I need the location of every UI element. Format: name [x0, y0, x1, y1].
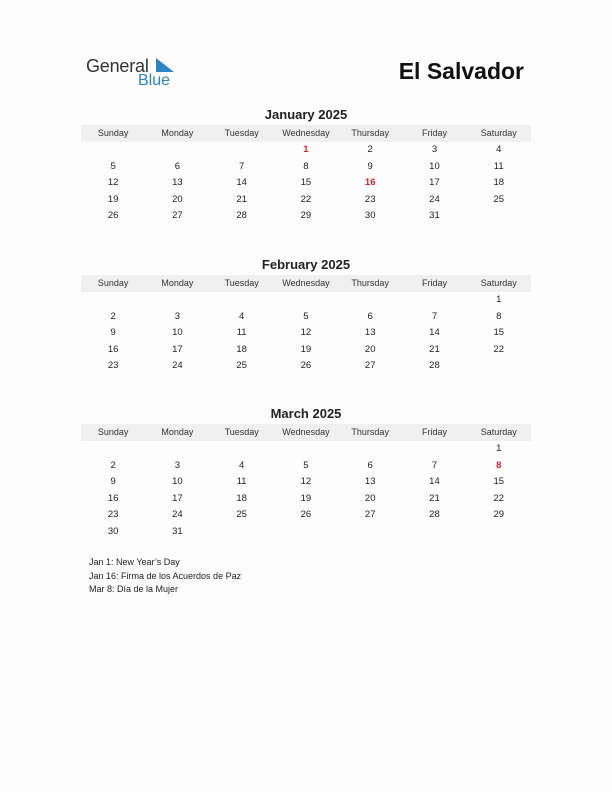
weekday-label: Sunday — [97, 427, 129, 437]
day-cell: 21 — [429, 492, 440, 504]
month-title: March 2025 — [270, 406, 342, 421]
week-row — [81, 208, 531, 225]
day-cell — [338, 292, 402, 309]
day-cell: 7 — [431, 459, 438, 471]
day-cell: 13 — [364, 476, 376, 488]
weekday-label: Thursday — [351, 128, 389, 138]
day-cell: 27 — [364, 509, 376, 521]
week-row — [81, 524, 531, 541]
day-cell: 9 — [110, 327, 116, 339]
day-cell — [402, 292, 466, 309]
week-row — [81, 325, 531, 342]
month-title: January 2025 — [264, 107, 348, 122]
week-row — [81, 458, 531, 475]
day-cell: 23 — [364, 193, 376, 205]
weekday-label: Wednesday — [282, 128, 330, 138]
week-row — [81, 142, 531, 159]
month-title: February 2025 — [261, 257, 351, 272]
logo-blue-text: Blue — [138, 72, 171, 89]
day-cell: 22 — [493, 492, 505, 504]
day-cell: 26 — [300, 360, 312, 372]
day-cell: 22 — [300, 193, 312, 205]
day-cell: 9 — [110, 476, 116, 488]
weekday-label: Tuesday — [224, 427, 259, 437]
day-cell: 21 — [236, 193, 247, 205]
week-row — [81, 491, 531, 508]
day-cell: 6 — [174, 160, 181, 172]
day-cell: 20 — [364, 343, 376, 355]
day-cell — [274, 441, 338, 458]
day-cell: 30 — [364, 210, 376, 222]
day-cell: 17 — [429, 177, 440, 189]
day-cell: 11 — [236, 327, 247, 339]
day-cell — [338, 524, 402, 541]
day-cell: 28 — [429, 509, 440, 521]
day-cell: 6 — [367, 310, 373, 322]
day-cell: 4 — [496, 144, 502, 155]
logo-general-text: General — [86, 56, 149, 76]
day-cell: 23 — [107, 360, 119, 372]
day-cell: 1 — [496, 443, 502, 454]
day-cell — [210, 292, 274, 309]
weekday-label: Wednesday — [282, 278, 330, 288]
weekday-label: Saturday — [480, 278, 517, 288]
day-cell — [81, 142, 145, 159]
day-cell: 14 — [429, 327, 440, 339]
day-cell: 28 — [236, 210, 247, 222]
day-cell: 18 — [493, 177, 505, 189]
day-cell: 4 — [239, 459, 245, 471]
day-cell: 29 — [300, 210, 312, 222]
day-cell: 21 — [429, 343, 440, 355]
weekday-label: Wednesday — [282, 427, 330, 437]
day-cell: 8 — [496, 310, 502, 322]
weekday-header-row — [81, 275, 531, 292]
day-cell — [81, 441, 145, 458]
day-cell: 15 — [300, 177, 312, 189]
day-cell: 15 — [493, 476, 505, 488]
day-cell: 19 — [300, 343, 312, 355]
holiday-list — [89, 556, 241, 597]
day-cell: 1 — [496, 294, 502, 305]
day-cell: 3 — [174, 459, 181, 471]
day-cell — [467, 358, 531, 375]
day-cell: 17 — [172, 492, 183, 504]
day-cell: 19 — [300, 492, 312, 504]
day-cell: 25 — [236, 509, 247, 521]
weekday-label: Tuesday — [224, 128, 259, 138]
holiday-day-cell: 8 — [496, 459, 502, 471]
day-cell: 3 — [431, 144, 438, 155]
week-row — [81, 159, 531, 176]
day-cell: 7 — [239, 160, 245, 172]
day-cell: 27 — [364, 360, 376, 372]
holiday-day-cell: 16 — [364, 177, 376, 189]
day-cell: 31 — [429, 210, 440, 222]
day-cell: 5 — [110, 160, 116, 172]
day-cell: 12 — [107, 177, 119, 189]
day-cell: 15 — [493, 327, 505, 339]
day-cell: 24 — [429, 193, 440, 205]
day-cell: 24 — [172, 509, 183, 521]
day-cell: 29 — [493, 509, 505, 521]
weekday-header-row — [81, 424, 531, 441]
day-cell: 4 — [239, 310, 245, 322]
day-cell: 18 — [236, 343, 247, 355]
month-calendar-march — [81, 405, 531, 541]
day-cell — [467, 208, 531, 225]
week-row — [81, 342, 531, 359]
holiday-item: Jan 16: Firma de los Acuerdos de Paz — [89, 570, 242, 581]
week-row — [81, 507, 531, 524]
day-cell — [210, 441, 274, 458]
weekday-label: Thursday — [351, 278, 389, 288]
day-cell: 26 — [107, 210, 119, 222]
country-title: El Salvador — [398, 58, 524, 84]
weekday-label: Saturday — [480, 128, 517, 138]
day-cell: 9 — [367, 160, 373, 172]
day-cell: 24 — [172, 360, 183, 372]
day-cell: 14 — [429, 476, 440, 488]
day-cell: 22 — [493, 343, 505, 355]
weekday-label: Thursday — [351, 427, 389, 437]
day-cell — [145, 441, 209, 458]
day-cell: 31 — [172, 525, 183, 537]
weekday-header-row — [81, 125, 531, 142]
weekday-label: Friday — [421, 427, 447, 437]
day-cell: 6 — [367, 459, 373, 471]
day-cell: 23 — [107, 509, 119, 521]
day-cell — [402, 524, 466, 541]
weekday-label: Sunday — [97, 278, 129, 288]
week-row — [81, 441, 531, 458]
day-cell: 2 — [110, 310, 116, 322]
month-calendar-february — [81, 256, 531, 375]
weekday-label: Friday — [421, 128, 447, 138]
weekday-label: Monday — [161, 128, 194, 138]
week-row — [81, 309, 531, 326]
logo-triangle-icon — [154, 57, 176, 73]
day-cell: 13 — [364, 327, 376, 339]
day-cell: 10 — [172, 327, 183, 339]
day-cell: 25 — [493, 193, 505, 205]
holiday-item: Mar 8: Día de la Mujer — [89, 584, 179, 595]
day-cell: 5 — [303, 459, 309, 471]
day-cell: 27 — [172, 210, 183, 222]
week-row — [81, 175, 531, 192]
weekday-label: Tuesday — [224, 278, 259, 288]
day-cell: 2 — [367, 144, 373, 155]
day-cell: 26 — [300, 509, 312, 521]
day-cell — [274, 524, 338, 541]
holiday-item: Jan 1: New Year’s Day — [89, 557, 180, 567]
week-row — [81, 474, 531, 491]
day-cell: 8 — [303, 160, 309, 172]
day-cell — [402, 441, 466, 458]
day-cell: 12 — [300, 476, 312, 488]
day-cell: 30 — [107, 525, 119, 537]
day-cell — [145, 142, 209, 159]
day-cell — [274, 292, 338, 309]
day-cell — [210, 142, 274, 159]
day-cell: 17 — [172, 343, 183, 355]
weekday-label: Sunday — [97, 128, 129, 138]
weekday-label: Monday — [161, 278, 194, 288]
day-cell: 12 — [300, 327, 312, 339]
day-cell — [81, 292, 145, 309]
day-cell: 13 — [172, 177, 183, 189]
logo — [86, 56, 186, 92]
week-row — [81, 192, 531, 209]
day-cell: 20 — [172, 193, 183, 205]
day-cell: 18 — [236, 492, 247, 504]
day-cell: 10 — [172, 476, 183, 488]
month-calendar-january — [81, 106, 531, 225]
day-cell: 3 — [174, 310, 181, 322]
day-cell: 16 — [107, 343, 119, 355]
day-cell: 11 — [493, 160, 504, 172]
day-cell: 25 — [236, 360, 247, 372]
holiday-day-cell: 1 — [303, 144, 309, 155]
week-row — [81, 292, 531, 309]
day-cell: 2 — [110, 459, 116, 471]
weekday-label: Saturday — [480, 427, 517, 437]
day-cell — [210, 524, 274, 541]
day-cell: 16 — [107, 492, 119, 504]
day-cell: 11 — [236, 476, 247, 488]
day-cell: 20 — [364, 492, 376, 504]
weekday-label: Monday — [161, 427, 194, 437]
day-cell: 19 — [107, 193, 119, 205]
day-cell: 7 — [431, 310, 438, 322]
weekday-label: Friday — [421, 278, 447, 288]
week-row — [81, 358, 531, 375]
day-cell: 10 — [429, 160, 440, 172]
day-cell — [145, 292, 209, 309]
day-cell — [467, 524, 531, 541]
day-cell: 28 — [429, 360, 440, 372]
day-cell — [338, 441, 402, 458]
day-cell: 14 — [236, 177, 247, 189]
day-cell: 5 — [303, 310, 309, 322]
